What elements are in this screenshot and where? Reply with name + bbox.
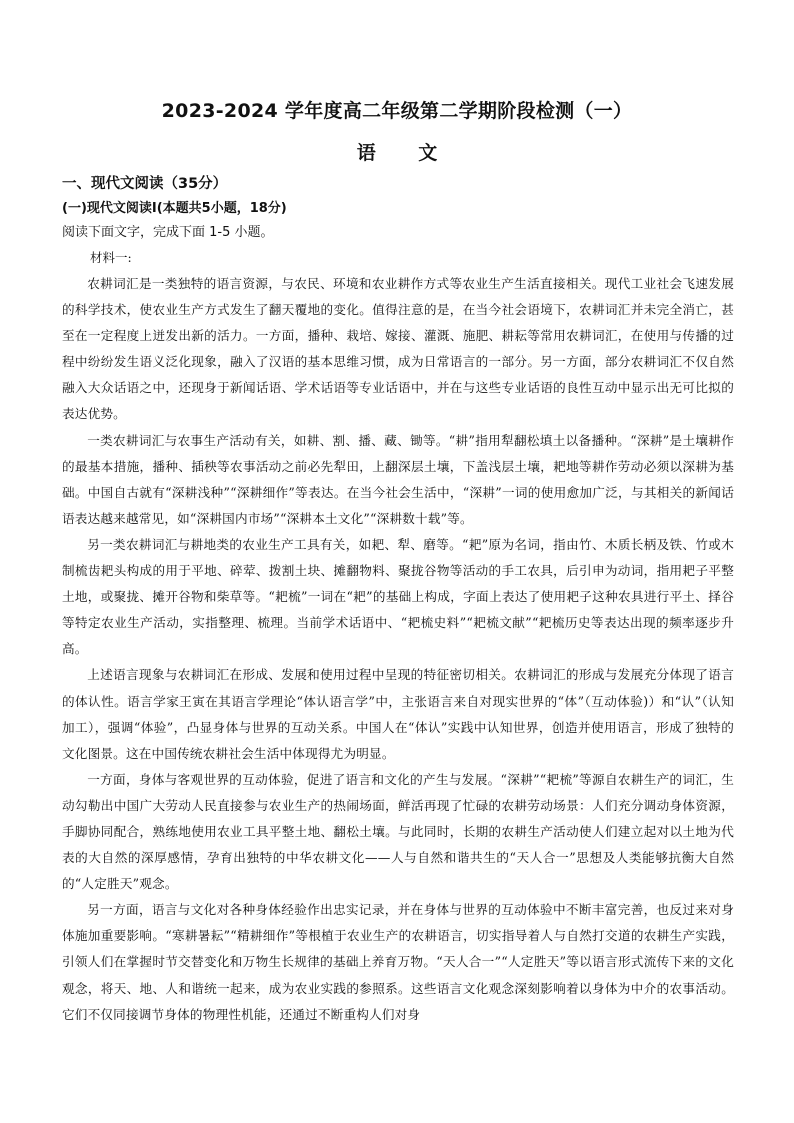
reading-instruction: 阅读下面文字，完成下面 1-5 小题。	[62, 225, 274, 240]
material-label: 材料一:	[90, 250, 132, 265]
paragraph-4: 上述语言现象与农耕词汇在形成、发展和使用过程中呈现的特征密切相关。农耕词汇的形成与发展充分体现了语言的体认性。语言学家王寅在其语言学理论“体认语言学”中，主张语言来自对现实世界的“体”（互动体验)）和“认”（认知加工），强调“体验”，凸显身体与世界的互动关系。中国人在“体认”实践中认知世界，创造并使用语言，形成了独特的文化图景。这在中国传统农耕社会生活中体现得尤为明显。	[62, 667, 734, 761]
exam-title: 2023-2024 学年度高二年级第二学期阶段检测（一）	[161, 100, 633, 122]
paragraph-6: 另一方面，语言与文化对各种身体经验作出忠实记录，并在身体与世界的互动体验中不断丰富完善，也反过来对身体施加重要影响。“寒耕暑耘”“精耕细作”等根植于农业生产的农耕语言，切实指导着人与自然打交道的农耕生产实践，引领人们在掌握时节交替变化和万物生长规律的基础上养育万物。“天人合一”“人定胜天”等以语言形式流传下来的文化观念，将天、地、人和谐统一起来，成为农业实践的参照系。这些语言文化观念深刻影响着以身体为中介的农事活动。它们不仅同接调节身体的物理性机能，还通过不断重构人们对身	[62, 902, 734, 1022]
paragraph-1: 农耕词汇是一类独特的语言资源，与农民、环境和农业耕作方式等农业生产生活直接相关。现代工业社会飞速发展的科学技术，使农业生产方式发生了翻天覆地的变化。值得注意的是，在当今社会语境下，农耕词汇并未完全消亡，甚至在一定程度上迸发出新的活力。一方面，播种、栽培、嫁接、灌溉、施肥、耕耘等常用农耕词汇，在使用与传播的过程中纷纷发生语义泛化现象，融入了汉语的基本思维习惯，成为日常语言的一部分。另一方面，部分农耕词汇不仅自然融入大众话语之中，还现身于新闻话语、学术话语等专业话语中，并在与这些专业话语的良性互动中显示出无可比拟的表达优势。	[62, 276, 734, 422]
paragraph-3: 另一类农耕词汇与耕地类的农业生产工具有关，如耙、犁、磨等。“耙”原为名词，指由竹、木质长柄及铁、竹或木制梳齿耙头构成的用于平地、碎荤、拨割土块、摊翻物料、聚拢谷物等活动的手工农具，后引申为动词，指用耙子平整土地，或聚拢、摊开谷物和柴草等。“耙梳”一词在“耙”的基础上构成，字面上表达了使用耙子这种农具进行平土、择谷等特定农业生产活动，实指整理、梳理。当前学术话语中、“耙梳史料”“耙梳文献”“耙梳历史等表达出现的频率逐步升高。	[62, 536, 734, 657]
section-heading: 一、现代文阅读（35分）	[62, 176, 228, 192]
paragraph-5: 一方面，身体与客观世界的互动体验，促进了语言和文化的产生与发展。“深耕”“耙梳”等源自农耕生产的词汇，生动勾勒出中国广大劳动人民直接参与农业生产的热闹场面，鲜活再现了忙碌的农耕劳动场景：人们充分调动身体资源，手脚协同配合，熟练地使用农业工具平整土地、翻松土壤。与此同时，长期的农耕生产活动使人们建立起对以土地为代表的大自然的深厚感情，孕育出独特的中华农耕文化——人与自然和谐共生的“天人合一”思想及人类能够抗衡大自然的“人定胜天”观念。	[62, 771, 734, 892]
exam-body	[62, 172, 734, 1028]
paragraph-2: 一类农耕词汇与农事生产活动有关，如耕、割、播、藏、锄等。“耕”指用犁翻松填土以备播种。“深耕”是土壤耕作的最基本措施，播种、插秧等农事活动之前必先犁田，上翻深层土壤，下盖浅层土壤，耙地等耕作劳动必须以深耕为基础。中国自古就有“深耕浅种”“深耕细作”等表达。在当今社会生活中，“深耕”一词的使用愈加广泛，与其相关的新闻话语表达越来越常见，如“深耕国内市场”“深耕本土文化”“深耕数十载”等。	[62, 432, 734, 526]
subsection-heading: (一)现代文阅读Ⅰ(本题共5小题，18分)	[62, 201, 287, 216]
subject-title: 语 文	[356, 142, 456, 164]
